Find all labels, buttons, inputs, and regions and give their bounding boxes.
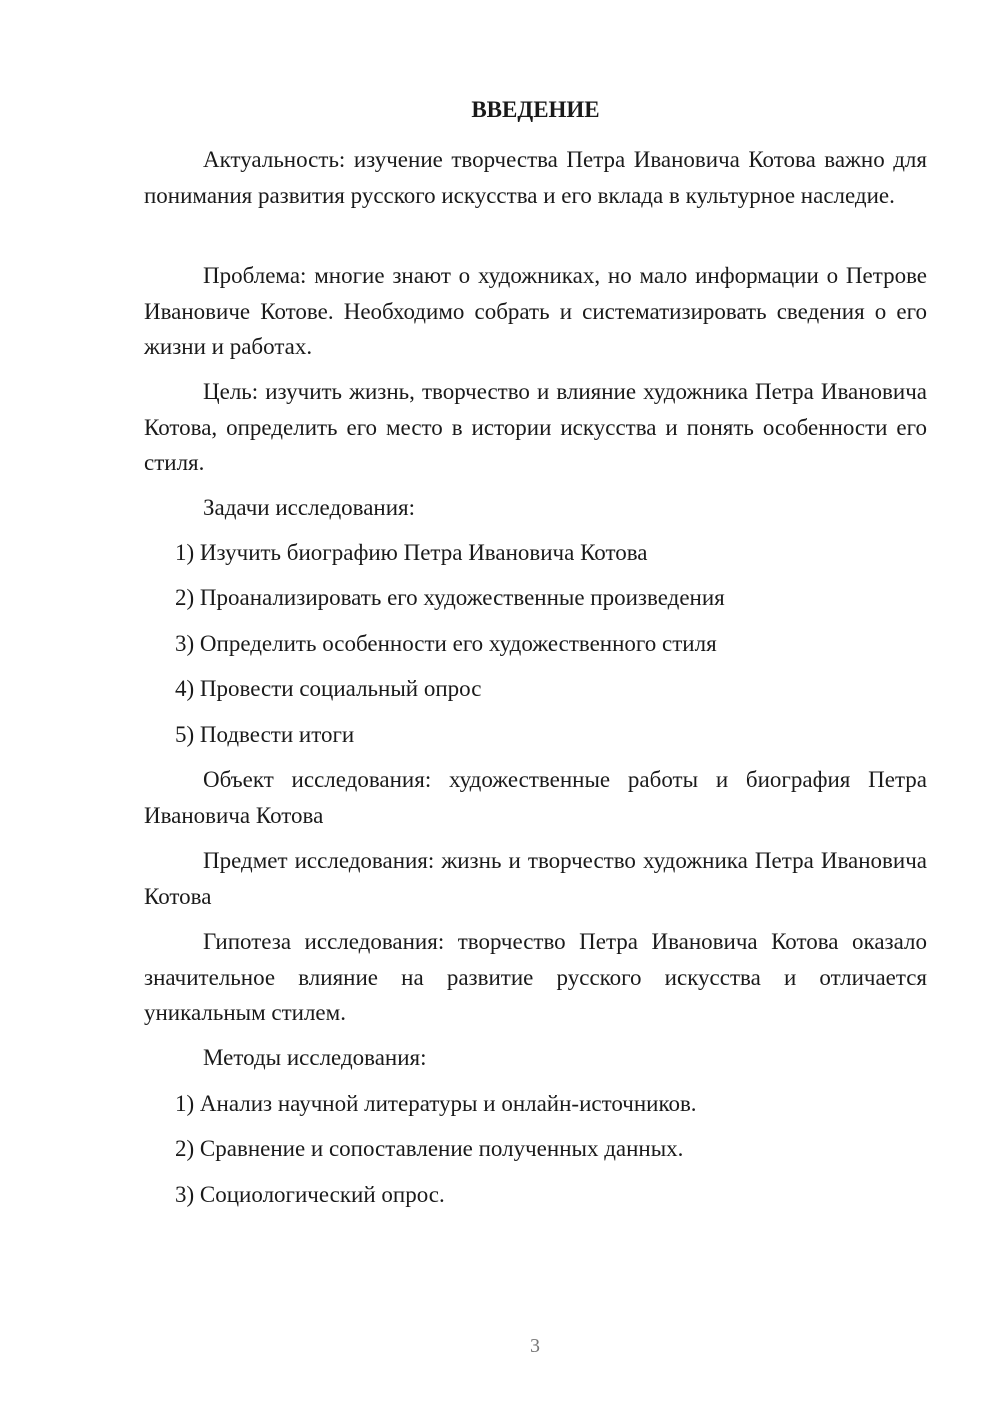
problem-paragraph: Проблема: многие знают о художниках, но мало информации о Петрове Ивановиче Котове. Необходимо собрать и систематизировать сведения о его жизни и работах. (144, 263, 927, 359)
page-number: 3 (530, 1335, 540, 1357)
list-item: 4) Провести социальный опрос (175, 676, 482, 701)
list-item: 3) Социологический опрос. (175, 1182, 445, 1207)
list-item: 2) Проанализировать его художественные произведения (175, 585, 725, 610)
tasks-heading: Задачи исследования: (203, 495, 416, 520)
object-paragraph: Объект исследования: художественные работы и биография Петра Ивановича Котова (144, 767, 927, 828)
goal-paragraph: Цель: изучить жизнь, творчество и влияние художника Петра Ивановича Котова, определить его место в истории искусства и понять особенности его стиля. (144, 379, 927, 475)
hypothesis-paragraph: Гипотеза исследования: творчество Петра Ивановича Котова оказало значительное влияние на развитие русского искусства и отличается уникальным стилем. (144, 929, 927, 1025)
subject-paragraph: Предмет исследования: жизнь и творчество художника Петра Ивановича Котова (144, 848, 927, 909)
list-item: 5) Подвести итоги (175, 722, 355, 747)
page-title: ВВЕДЕНИЕ (471, 97, 600, 122)
methods-heading: Методы исследования: (203, 1045, 427, 1070)
list-item: 2) Сравнение и сопоставление полученных данных. (175, 1136, 684, 1161)
relevance-paragraph: Актуальность: изучение творчества Петра Ивановича Котова важно для понимания развития русского искусства и его вклада в культурное наследие. (144, 147, 927, 208)
list-item: 1) Изучить биографию Петра Ивановича Котова (175, 540, 648, 565)
list-item: 3) Определить особенности его художественного стиля (175, 631, 717, 656)
list-item: 1) Анализ научной литературы и онлайн-источников. (175, 1091, 697, 1116)
